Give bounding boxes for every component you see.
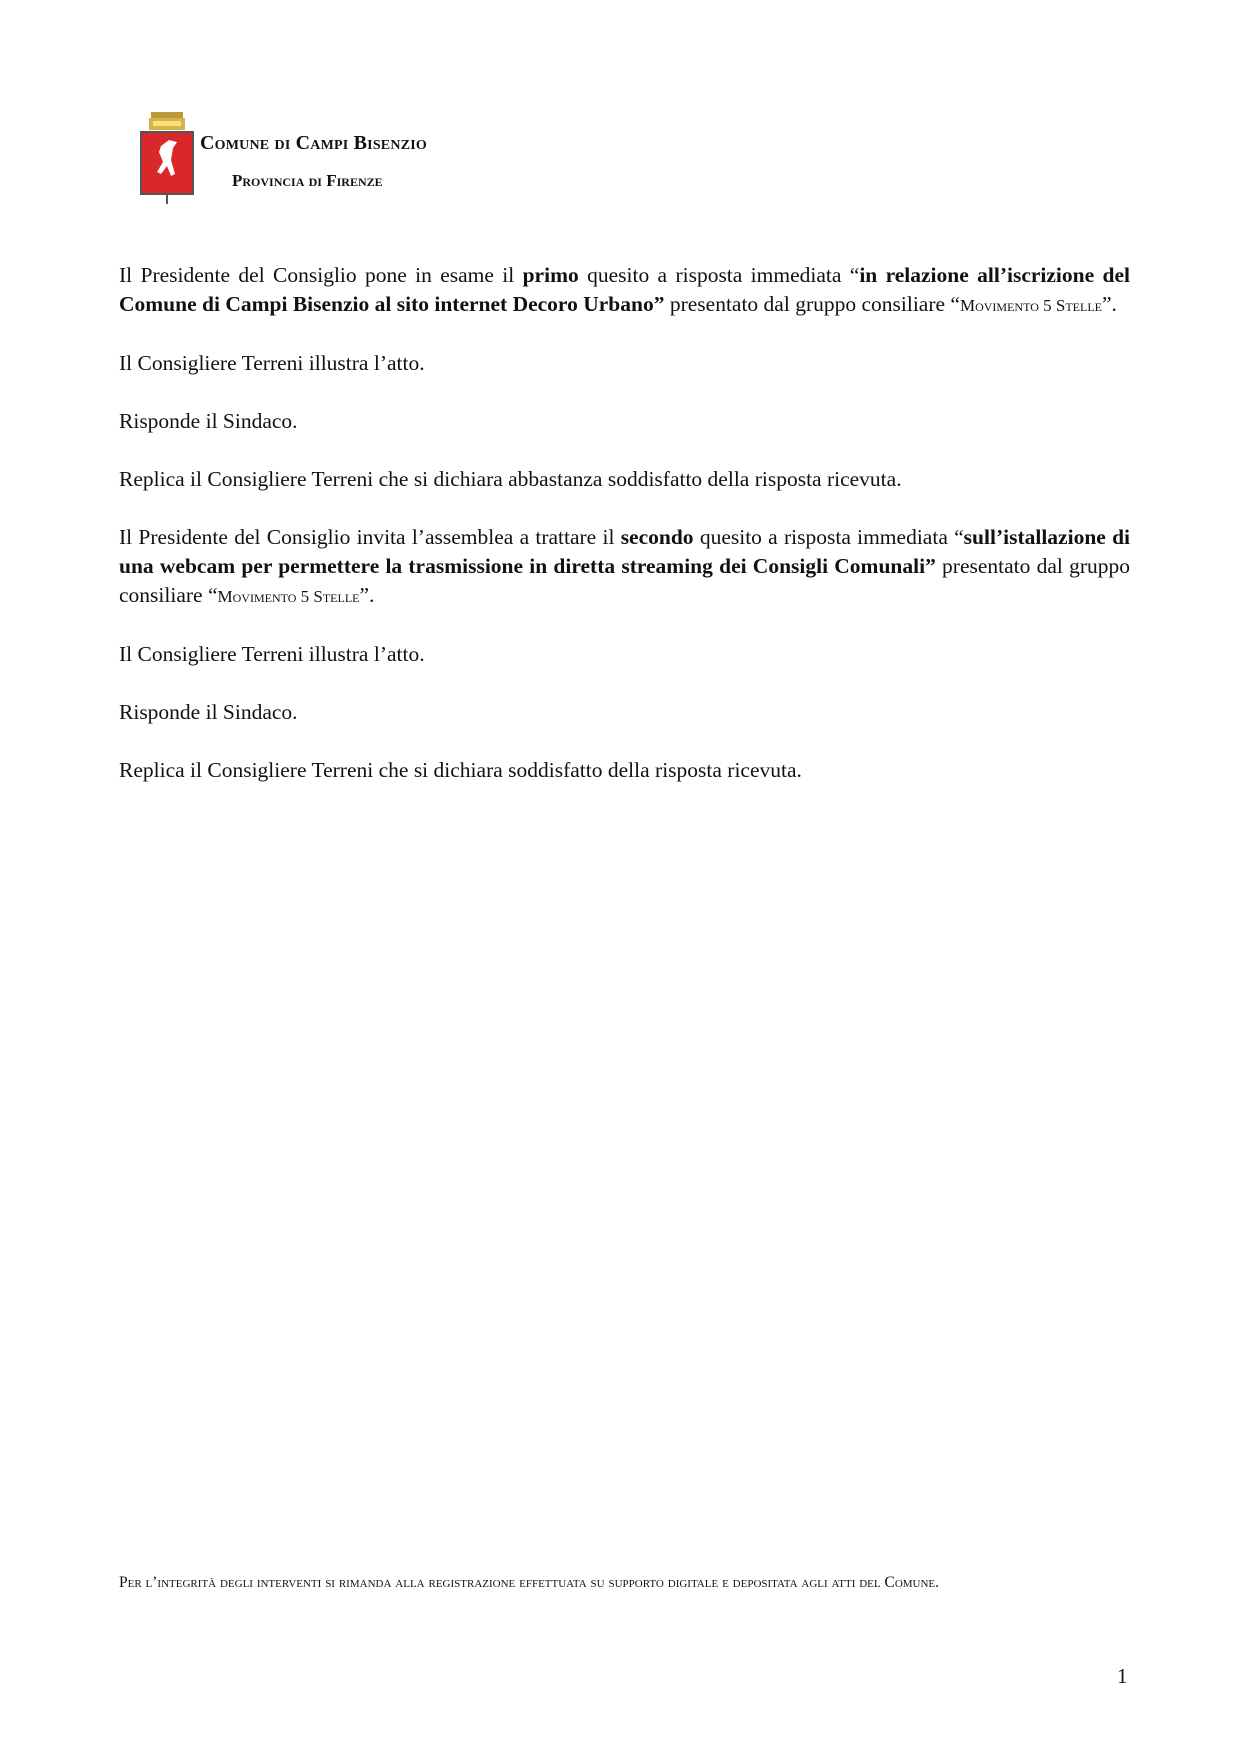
question-title: in relazione all’iscrizione del Comune di Campi Bisenzio al sito internet Decoro Urbano”	[119, 263, 1130, 316]
paragraph: Replica il Consigliere Terreni che si dichiara abbastanza soddisfatto della risposta ricevuta.	[119, 467, 902, 491]
municipality-name: Comune di Campi Bisenzio	[200, 132, 427, 154]
text: quesito a risposta immediata “	[693, 525, 964, 549]
paragraph: Il Consigliere Terreni illustra l’atto.	[119, 351, 425, 375]
footer-note: Per l’integrità degli interventi si rimanda alla registrazione effettuata su supporto digitale e depositata agli atti del Comune.	[119, 1574, 940, 1591]
paragraph: Risponde il Sindaco.	[119, 409, 298, 433]
text: ”.	[359, 583, 375, 607]
bold-text: primo	[522, 263, 579, 287]
text: Il Presidente del Consiglio pone in esame il	[119, 263, 523, 287]
text: quesito a risposta immediata “	[578, 263, 860, 287]
text: ”.	[1101, 292, 1117, 316]
province-name: Provincia di Firenze	[232, 171, 383, 190]
text: presentato dal gruppo consiliare “	[664, 292, 960, 316]
group-name: Movimento 5 Stelle	[217, 587, 360, 606]
document-body	[119, 261, 1130, 814]
question-title: sull’istallazione di una webcam per permettere la trasmissione in diretta streaming dei Consigli Comunali”	[119, 525, 1131, 578]
text: presentato dal gruppo consiliare “	[119, 554, 1130, 607]
paragraph-first-question	[119, 261, 1130, 320]
bold-text: secondo	[620, 525, 694, 549]
paragraph-second-question	[119, 523, 1130, 611]
paragraph: Risponde il Sindaco.	[119, 700, 298, 724]
paragraph: Il Consigliere Terreni illustra l’atto.	[119, 642, 425, 666]
page-number: 1	[1117, 1664, 1128, 1688]
paragraph: Replica il Consigliere Terreni che si dichiara soddisfatto della risposta ricevuta.	[119, 758, 802, 782]
group-name: Movimento 5 Stelle	[959, 296, 1102, 315]
text: Il Presidente del Consiglio invita l’assemblea a trattare il	[119, 525, 621, 549]
coat-of-arms-logo	[139, 110, 195, 206]
